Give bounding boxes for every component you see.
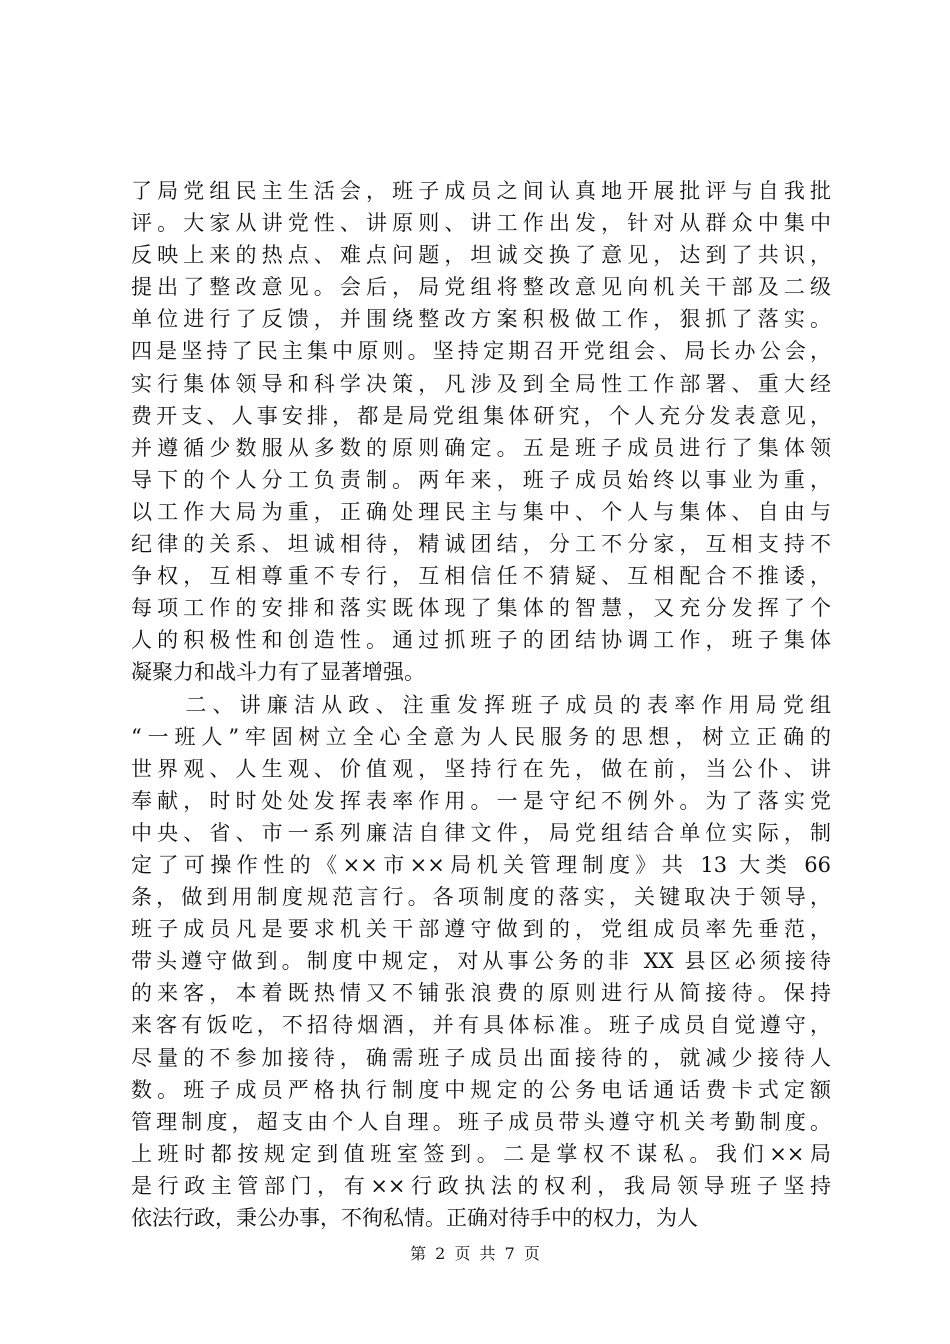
text-line: 提出了整改意见。会后，局党组将整改意见向机关干部及二级: [131, 275, 831, 300]
text-line: 争权，互相尊重不专行，互相信任不猜疑、互相配合不推诿，: [131, 564, 831, 589]
text-line: 二、讲廉洁从政、注重发挥班子成员的表率作用局党组: [131, 692, 831, 717]
document-body: [131, 175, 831, 1234]
text-line: 是行政主管部门，有××行政执法的权利，我局领导班子坚持: [131, 1173, 831, 1198]
text-line: 来客有饭吃，不招待烟酒，并有具体标准。班子成员自觉遵守，: [131, 1013, 831, 1038]
text-line: 单位进行了反馈，并围绕整改方案积极做工作，狠抓了落实。: [131, 307, 831, 332]
text-line: 实行集体领导和科学决策，凡涉及到全局性工作部署、重大经: [131, 371, 831, 396]
text-line: 了局党组民主生活会，班子成员之间认真地开展批评与自我批: [131, 179, 831, 203]
text-line: 条，做到用制度规范言行。各项制度的落实，关键取决于领导，: [131, 885, 831, 910]
text-line: 数。班子成员严格执行制度中规定的公务电话通话费卡式定额: [131, 1077, 831, 1102]
text-line: 评。大家从讲党性、讲原则、讲工作出发，针对从群众中集中: [131, 211, 831, 236]
text-line: 管理制度，超支由个人自理。班子成员带头遵守机关考勤制度。: [131, 1109, 831, 1134]
text-line: 人的积极性和创造性。通过抓班子的团结协调工作，班子集体: [131, 628, 831, 653]
text-line: 上班时都按规定到值班室签到。二是掌权不谋私。我们××局: [131, 1141, 831, 1166]
text-line: 四是坚持了民主集中原则。坚持定期召开党组会、局长办公会，: [131, 339, 831, 364]
text-line: 班子成员凡是要求机关干部遵守做到的，党组成员率先垂范，: [131, 917, 831, 942]
text-line: 并遵循少数服从多数的原则确定。五是班子成员进行了集体领: [131, 435, 831, 460]
text-line: 带头遵守做到。制度中规定，对从事公务的非 XX 县区必须接待: [131, 949, 831, 974]
text-line: 的来客，本着既热情又不铺张浪费的原则进行从简接待。保持: [131, 981, 831, 1006]
text-line: 定了可操作性的《××市××局机关管理制度》共 13 大类 66: [131, 852, 831, 877]
text-line: 导下的个人分工负责制。两年来，班子成员始终以事业为重，: [131, 467, 831, 492]
text-line: 世界观、人生观、价值观，坚持行在先，做在前，当公仆、讲: [131, 756, 831, 781]
text-line: 依法行政，秉公办事，不徇私情。正确对待手中的权力，为人: [131, 1206, 698, 1230]
text-line: 尽量的不参加接待，确需班子成员出面接待的，就减少接待人: [131, 1045, 831, 1070]
text-line: 以工作大局为重，正确处理民主与集中、个人与集体、自由与: [131, 499, 831, 524]
text-line: 反映上来的热点、难点问题，坦诚交换了意见，达到了共识，: [131, 243, 831, 268]
text-line: 费开支、人事安排，都是局党组集体研究，个人充分发表意见，: [131, 403, 831, 428]
text-line: 凝聚力和战斗力有了显著增强。: [131, 660, 425, 685]
text-line: 中央、省、市一系列廉洁自律文件，局党组结合单位实际，制: [131, 820, 831, 845]
text-line: “一班人”牢固树立全心全意为人民服务的思想，树立正确的: [131, 724, 831, 749]
text-line: 纪律的关系、坦诚相待，精诚团结，分工不分家，互相支持不: [131, 532, 831, 557]
page-footer: 第 2 页 共 7 页: [410, 1244, 540, 1263]
text-line: 每项工作的安排和落实既体现了集体的智慧，又充分发挥了个: [131, 596, 831, 621]
text-line: 奉献，时时处处发挥表率作用。一是守纪不例外。为了落实党: [131, 788, 831, 813]
